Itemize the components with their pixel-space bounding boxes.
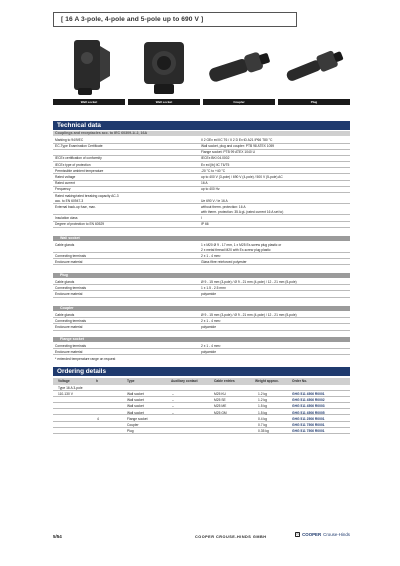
wall-socket-image — [128, 33, 200, 98]
table-row: IECEx type of protection Ex ed [ib] IIC T6/T5 — [53, 162, 350, 168]
footnote: * extended temperature range on request — [55, 357, 116, 361]
product-wall-socket-b — [128, 33, 200, 105]
product-label: Wall socket — [53, 99, 125, 105]
product-label: Coupler — [203, 99, 275, 105]
table-row: Enclosure material polyamide — [53, 324, 350, 330]
table-row: acc. to EN 60947-3 Ue 690 V / Ie 16 A — [53, 198, 350, 204]
table-row: Insulation class I — [53, 216, 350, 222]
table-row: Cable glands Ø 9 - 15 mm (3-pole) / Ø 9 - 21 mm (4-pole) / 12 - 21 mm (5-pole) — [53, 279, 350, 285]
table-row: Rated current 16 A — [53, 181, 350, 187]
table-row: 4 Flange socket 0.4 kg GHG 511 2506 R0001 — [53, 416, 350, 422]
ex-mark-icon: ⬡ — [296, 533, 299, 537]
product-label: Plug — [278, 99, 350, 105]
logo-brand: COOPER — [302, 532, 322, 537]
table-row: Connecting terminals 1 x 1.5 - 2.5 mm² — [53, 285, 350, 291]
table-row: Marking to 94/9/EC II 2 GEx ed IIC T6 / II 2 D Ex tD A21 IP66 T80 °C — [53, 137, 350, 144]
table-row: EC-Type Examination Certificate Wall socket, plug and coupler: PTB 98 ATEX 1059 — [53, 144, 350, 150]
wall-socket-image — [53, 33, 125, 98]
table-row: 2 x metal thread M20 with Ex-screw plug plastic — [53, 247, 350, 253]
company-logo — [295, 532, 350, 538]
table-row: Frequency up to 400 Hz — [53, 187, 350, 193]
group-heading-wall-socket: Wall socket — [53, 236, 350, 241]
plug-image — [278, 33, 350, 98]
product-label: Wall socket — [128, 99, 200, 105]
table-row: Cable glands Ø 9 - 15 mm (3-pole) / Ø 9 - 21 mm (4-pole) / 12 - 21 mm (5-pole) — [53, 312, 350, 318]
column-header: h — [96, 379, 99, 384]
table-row: Flange socket: PTB 99 ATEX 1040 U — [53, 150, 350, 156]
table-row: Permissible ambient temperature -20 °C to +40 °C — [53, 168, 350, 174]
table-row: Wall socket – M25 GM 1.5 kg GHG 511 4506 R0005 — [53, 409, 350, 415]
column-header: Weight approx. — [255, 379, 279, 384]
table-row: Wall socket – M25 ME 1.5 kg GHG 511 4506 R0003 — [53, 403, 350, 409]
group-heading-plug: Plug — [53, 273, 350, 278]
product-plug — [278, 33, 350, 105]
table-row: IECEx certification of conformity IECEx BKI 04.0002 — [53, 156, 350, 162]
table-row: Connecting terminals 2 x 1 - 4 mm² — [53, 253, 350, 259]
logo-brand-secondary: Crouse-Hinds — [323, 532, 350, 537]
column-header: Order No. — [292, 379, 308, 384]
column-header: Voltage — [58, 379, 70, 384]
table-row: Rated voltage up to 400 V (3-pole) / 690 V (4-pole) / 500 V (5-pole) AC — [53, 175, 350, 181]
page-title: [ 16 A 3-pole, 4-pole and 5-pole up to 690 V ] — [61, 16, 204, 23]
column-header: Auxiliary contact — [171, 379, 198, 384]
table-row: Connecting terminals 2 x 1 - 4 mm² — [53, 318, 350, 324]
table-row: Enclosure material polyamide — [53, 349, 350, 355]
column-header: Cable entries — [214, 379, 235, 384]
group-heading-flange-socket: Flange socket — [53, 337, 350, 342]
table-row: External back-up fuse, max. without therm. protection: 16 A — [55, 204, 246, 209]
group-heading-coupler: Coupler — [53, 306, 350, 311]
table-row: Wall socket – M25 SE 1.2 kg GHG 511 4506 R0002 — [53, 397, 350, 403]
table-row: Connecting terminals 2 x 1 - 4 mm² — [53, 343, 350, 349]
product-images — [53, 33, 350, 105]
table-row: 110-130 V Wall socket – M25 KU 1.2 kg GHG 511 4506 R0001 — [53, 391, 350, 397]
type-label: Type 16 A 3-pole — [58, 385, 83, 390]
page-title-box — [53, 12, 297, 27]
product-wall-socket-a — [53, 33, 125, 105]
table-row: Rated making/rated breaking capacity AC-3 — [55, 193, 119, 198]
column-header: Type — [127, 379, 135, 384]
table-row: Enclosure material polyamide — [53, 291, 350, 297]
company-name: COOPER CROUSE-HINDS GMBH — [195, 534, 267, 539]
table-row: Coupler 0.7 kg GHG 511 7506 R0001 — [53, 422, 350, 428]
ordering-details-heading: Ordering details — [53, 367, 350, 376]
table-row: Enclosure material Glass fibre reinforced polyester — [53, 259, 350, 265]
table-row: with therm. protection: 35 A gL (rated current 16 A set to) — [53, 209, 350, 215]
product-coupler — [203, 33, 275, 105]
table-row: Cable glands 1 x M20 Ø 9 - 17 mm, 1 x M25 Ex-screw plug plastic or — [55, 242, 282, 247]
technical-data-subheading: Couplings and receptacles acc. to IEC 60309-1/-2, 16A — [53, 131, 350, 136]
page-number: 5/54 — [53, 534, 62, 539]
page-footer — [53, 532, 350, 542]
table-row: Plug 0.35 kg GHG 511 7506 R0001 — [53, 428, 350, 434]
coupler-image — [203, 33, 275, 98]
table-row: Degree of protection to EN 60529 IP 66 — [53, 222, 350, 228]
technical-data-heading: Technical data — [53, 121, 350, 130]
